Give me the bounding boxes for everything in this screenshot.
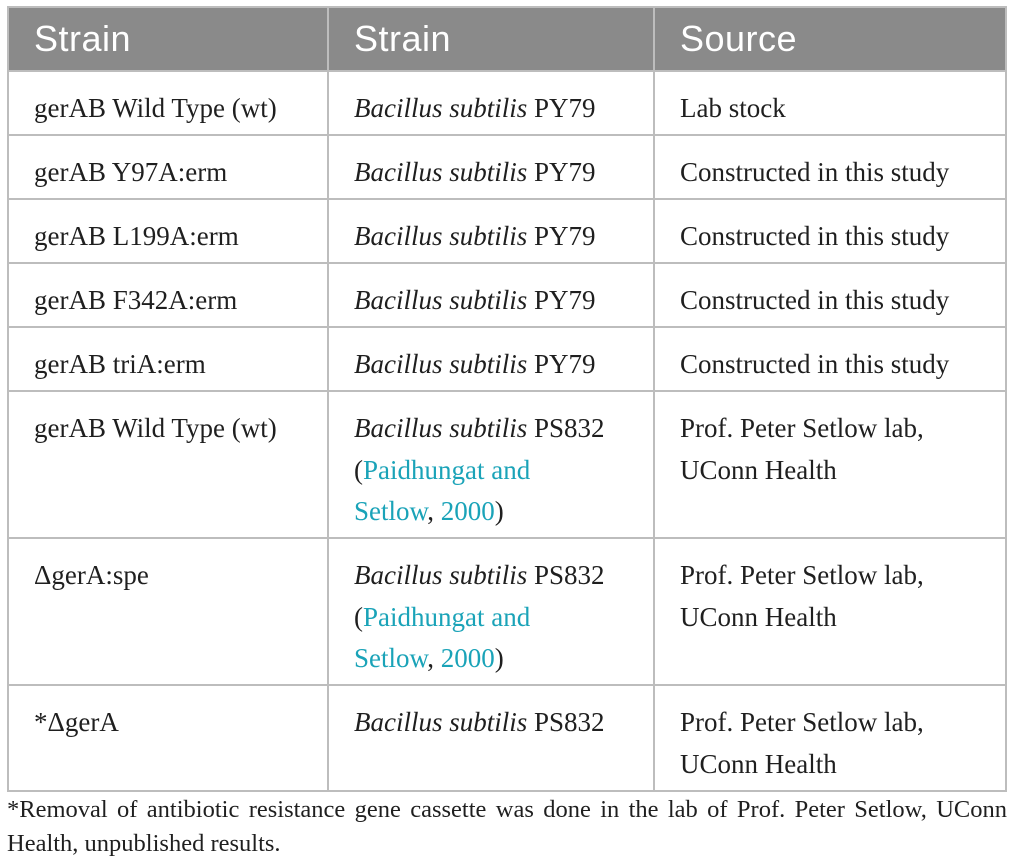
reference-open-paren: ( [354, 601, 363, 632]
source-cell [654, 391, 1006, 538]
source-cell: Constructed in this study [654, 199, 1006, 263]
table-row [8, 71, 1006, 135]
strain-cell: gerAB Wild Type (wt) [8, 391, 328, 538]
reference-authors-link[interactable]: Paidhungat and [363, 454, 531, 485]
strain-cell: gerAB Y97A:erm [8, 135, 328, 199]
species-name: Bacillus subtilis [354, 413, 528, 443]
strain-id: PS832 [534, 560, 605, 590]
strain-id: PY79 [534, 157, 596, 187]
header-row [8, 7, 1006, 71]
table-footnote: *Removal of antibiotic resistance gene cassette was done in the lab of Prof. Peter Setlow, UConn Health, unpublished results. [7, 796, 1007, 857]
species-cell [328, 391, 654, 538]
species-name: Bacillus subtilis [354, 349, 528, 379]
reference-close-paren: ) [494, 643, 504, 673]
reference-authors-link[interactable]: Setlow [354, 496, 428, 526]
source-cell: Constructed in this study [654, 135, 1006, 199]
species-cell [328, 71, 654, 135]
strain-id: PS832 [534, 707, 605, 737]
reference-year-link[interactable]: 2000 [440, 496, 495, 526]
table-row [8, 263, 1006, 327]
reference-close-paren: ) [494, 496, 504, 526]
source-cell: Constructed in this study [654, 263, 1006, 327]
table-row [8, 685, 1006, 791]
strain-cell: gerAB Wild Type (wt) [8, 71, 328, 135]
species-name: Bacillus subtilis [354, 221, 528, 251]
strain-cell: ΔgerA:spe [8, 538, 328, 685]
strain-table [7, 6, 1007, 792]
column-header-source: Source [654, 7, 1006, 71]
reference-separator: , [427, 496, 441, 526]
species-cell [328, 685, 654, 791]
source-cell: Constructed in this study [654, 327, 1006, 391]
source-cell: Lab stock [654, 71, 1006, 135]
species-cell [328, 263, 654, 327]
species-name: Bacillus subtilis [354, 560, 528, 590]
table-row [8, 199, 1006, 263]
strain-id: PY79 [534, 349, 596, 379]
reference-authors-link[interactable]: Setlow [354, 643, 428, 673]
species-name: Bacillus subtilis [354, 707, 528, 737]
table-row [8, 391, 1006, 538]
column-header-strain: Strain [8, 7, 328, 71]
table-row [8, 327, 1006, 391]
strain-cell: gerAB triA:erm [8, 327, 328, 391]
strain-id: PY79 [534, 221, 596, 251]
species-name: Bacillus subtilis [354, 93, 528, 123]
species-name: Bacillus subtilis [354, 157, 528, 187]
table-row [8, 135, 1006, 199]
strain-id: PS832 [534, 413, 605, 443]
source-line: Prof. Peter Setlow lab, [680, 560, 924, 590]
source-line: UConn Health [680, 601, 837, 632]
table-row [8, 538, 1006, 685]
strain-cell: *ΔgerA [8, 685, 328, 791]
table-body [8, 71, 1006, 791]
reference-separator: , [427, 643, 441, 673]
species-cell [328, 135, 654, 199]
reference-open-paren: ( [354, 454, 363, 485]
strain-id: PY79 [534, 93, 596, 123]
source-cell [654, 538, 1006, 685]
source-line: UConn Health [680, 454, 837, 485]
species-cell [328, 327, 654, 391]
strain-cell: gerAB F342A:erm [8, 263, 328, 327]
column-header-strain-background: Strain [328, 7, 654, 71]
source-line: Prof. Peter Setlow lab, [680, 413, 924, 443]
species-name: Bacillus subtilis [354, 285, 528, 315]
strain-cell: gerAB L199A:erm [8, 199, 328, 263]
strain-table-container [7, 6, 1005, 792]
species-cell [328, 538, 654, 685]
source-line: Prof. Peter Setlow lab, [680, 707, 924, 737]
table-header [8, 7, 1006, 71]
reference-authors-link[interactable]: Paidhungat and [363, 601, 531, 632]
strain-id: PY79 [534, 285, 596, 315]
source-cell [654, 685, 1006, 791]
reference-year-link[interactable]: 2000 [440, 643, 495, 673]
source-line: UConn Health [680, 748, 837, 779]
species-cell [328, 199, 654, 263]
